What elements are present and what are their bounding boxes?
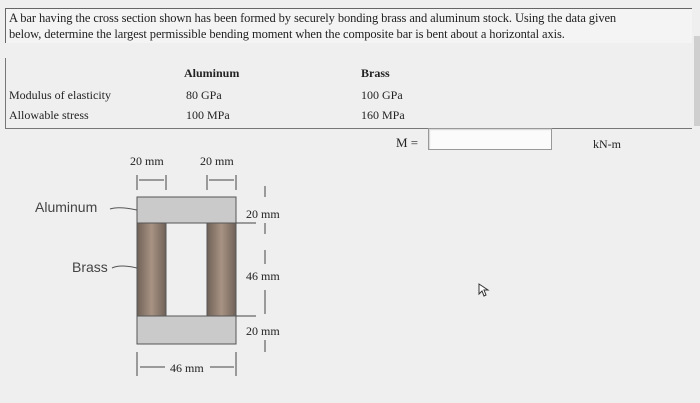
brass-leader-line [112, 266, 137, 268]
dim-bottom: 46 mm [170, 361, 204, 375]
dim-top-right: 20 mm [200, 154, 234, 168]
header-brass: Brass [361, 66, 390, 80]
answer-unit: kN-m [593, 137, 621, 151]
brass-stress-value: 160 MPa [361, 108, 405, 122]
question-text-line2: below, determine the largest permissible bending moment when the composite bar is bent about a horizontal axis. [9, 27, 565, 41]
answer-label: M = [396, 135, 419, 150]
dim-top-left: 20 mm [130, 154, 164, 168]
brass-right-web [207, 223, 236, 316]
question-text-line1: A bar having the cross section shown has been formed by securely bonding brass and aluminum stock. Using the data given [9, 11, 617, 25]
aluminum-stress-value: 100 MPa [186, 108, 230, 122]
dim-right-top: 20 mm [246, 207, 280, 221]
row-label-stress: Allowable stress [9, 108, 89, 122]
brass-left-web [137, 223, 166, 316]
dim-right-bottom: 20 mm [246, 324, 280, 338]
label-brass: Brass [72, 259, 108, 275]
aluminum-bottom-flange [137, 316, 236, 344]
label-aluminum: Aluminum [35, 199, 98, 215]
aluminum-modulus-value: 80 GPa [186, 88, 222, 102]
dim-right-mid: 46 mm [246, 269, 280, 283]
aluminum-leader-line [110, 208, 137, 210]
mouse-cursor-icon [478, 283, 490, 297]
aluminum-top-flange [137, 197, 236, 223]
row-label-modulus: Modulus of elasticity [9, 88, 111, 102]
dimension-marks-top [137, 175, 236, 190]
brass-modulus-value: 100 GPa [361, 88, 403, 102]
header-aluminum: Aluminum [184, 66, 240, 80]
